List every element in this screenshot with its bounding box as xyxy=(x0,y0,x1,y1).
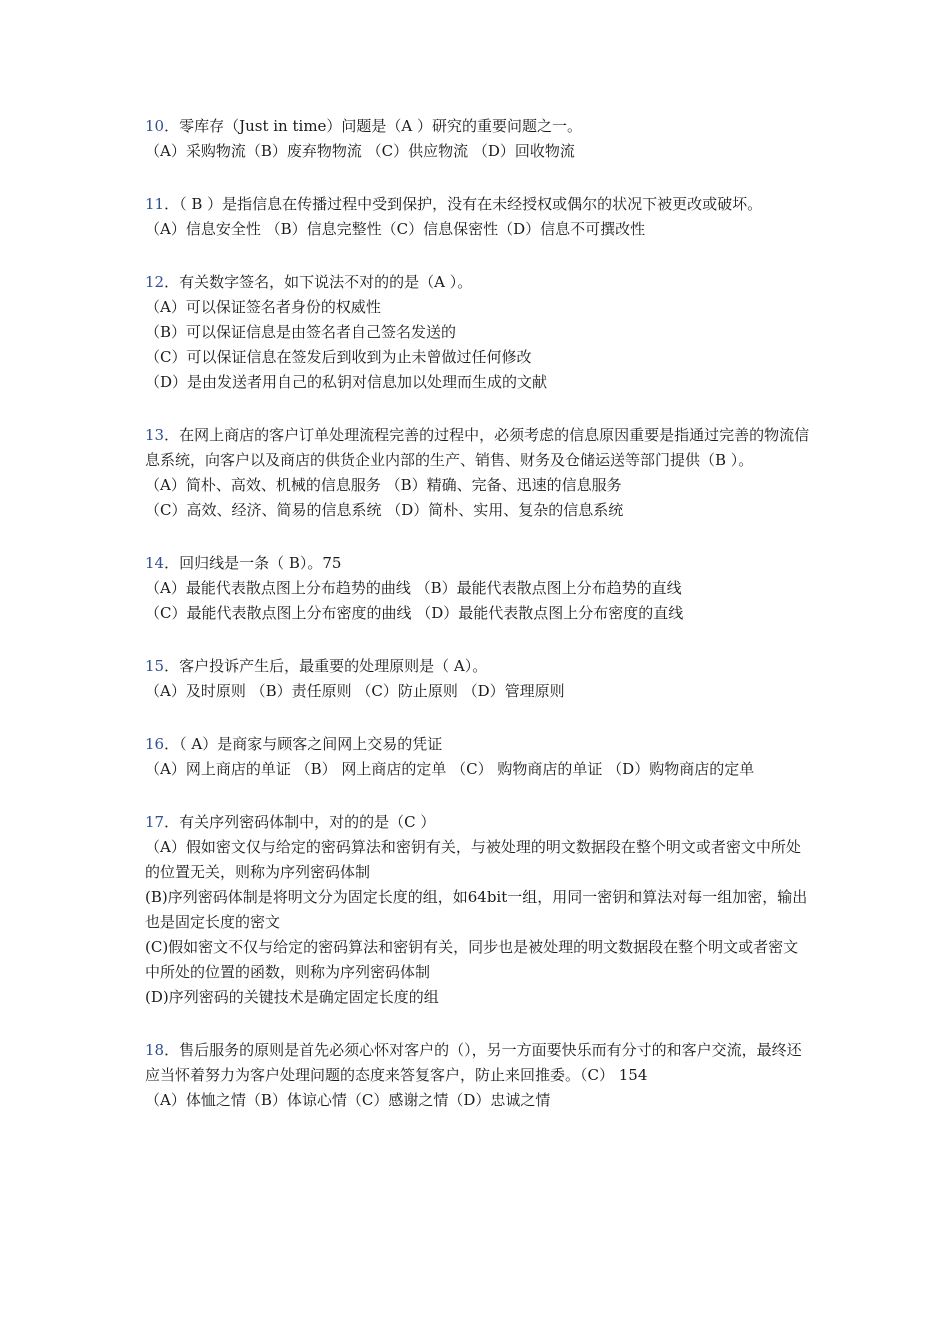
question-stem xyxy=(145,732,810,757)
question-number: 16 xyxy=(145,735,165,753)
question-stem xyxy=(145,654,810,679)
option-line: （A）网上商店的单证 （B） 网上商店的定单 （C） 购物商店的单证 （D）购物商店的定单 xyxy=(145,760,755,778)
question-stem xyxy=(145,551,810,576)
option-line: （C）最能代表散点图上分布密度的曲线 （D）最能代表散点图上分布密度的直线 xyxy=(145,604,684,622)
question-text: ．（ B ）是指信息在传播过程中受到保护，没有在未经授权或偶尔的状况下被更改或破坏。 xyxy=(164,195,763,213)
question-text: ．零库存（Just in time）问题是（A ）研究的重要问题之一。 xyxy=(164,117,583,135)
question-18 xyxy=(145,1038,810,1113)
question-11 xyxy=(145,192,810,242)
question-text: ．有关数字签名，如下说法不对的的是（A ）。 xyxy=(164,273,473,291)
question-10 xyxy=(145,114,810,164)
option-line: (B)序列密码体制是将明文分为固定长度的组，如64bit一组，用同一密钥和算法对每一组加密，输出也是固定长度的密文 xyxy=(145,888,808,931)
question-stem xyxy=(145,1038,810,1088)
option-line: （A）体恤之情（B）体谅心情（C）感谢之情（D）忠诚之情 xyxy=(145,1091,551,1109)
question-stem xyxy=(145,810,810,835)
option-line: （A）信息安全性 （B）信息完整性（C）信息保密性（D）信息不可撰改性 xyxy=(145,220,646,238)
question-number: 12 xyxy=(145,273,165,291)
option-line: （C）高效、经济、简易的信息系统 （D）简朴、实用、复杂的信息系统 xyxy=(145,501,624,519)
question-13 xyxy=(145,423,810,523)
question-stem xyxy=(145,270,810,295)
question-text: ．客户投诉产生后，最重要的处理原则是（ A）。 xyxy=(164,657,488,675)
option-line: （A）及时原则 （B）责任原则 （C）防止原则 （D）管理原则 xyxy=(145,682,565,700)
option-line: （A）简朴、高效、机械的信息服务 （B）精确、完备、迅速的信息服务 xyxy=(145,476,622,494)
question-text: ．有关序列密码体制中，对的的是（C ） xyxy=(164,813,436,831)
option-line: （D）是由发送者用自己的私钥对信息加以处理而生成的文献 xyxy=(145,373,548,391)
document-page xyxy=(145,114,810,1141)
question-text: ．在网上商店的客户订单处理流程完善的过程中，必须考虑的信息原因重要是指通过完善的物流信息系统，向客户以及商店的供货企业内部的生产、销售、财务及仓储运送等部门提供（B ）。 xyxy=(145,426,810,469)
question-15 xyxy=(145,654,810,704)
question-16 xyxy=(145,732,810,782)
question-stem xyxy=(145,114,810,139)
option-line: （A）假如密文仅与给定的密码算法和密钥有关，与被处理的明文数据段在整个明文或者密文中所处的位置无关，则称为序列密码体制 xyxy=(145,838,801,881)
option-line: （A）采购物流（B）废弃物物流 （C）供应物流 （D）回收物流 xyxy=(145,142,575,160)
question-number: 13 xyxy=(145,426,165,444)
option-line: （C）可以保证信息在签发后到收到为止未曾做过任何修改 xyxy=(145,348,532,366)
question-text: ．售后服务的原则是首先必须心怀对客户的（），另一方面要快乐而有分寸的和客户交流，最终还应当怀着努力为客户处理问题的态度来答复客户，防止来回推委。（C） 154 xyxy=(145,1041,802,1084)
question-text: ．回归线是一条（ B）。75 xyxy=(164,554,342,572)
option-line: （A）可以保证签名者身份的权威性 xyxy=(145,298,381,316)
question-number: 11 xyxy=(145,195,165,213)
question-stem xyxy=(145,423,810,473)
option-line: (C)假如密文不仅与给定的密码算法和密钥有关，同步也是被处理的明文数据段在整个明文或者密文中所处的位置的函数，则称为序列密码体制 xyxy=(145,938,799,981)
question-number: 10 xyxy=(145,117,165,135)
question-12 xyxy=(145,270,810,395)
question-number: 14 xyxy=(145,554,165,572)
question-number: 17 xyxy=(145,813,165,831)
question-14 xyxy=(145,551,810,626)
option-line: （A）最能代表散点图上分布趋势的曲线 （B）最能代表散点图上分布趋势的直线 xyxy=(145,579,682,597)
question-text: ．（ A）是商家与顾客之间网上交易的凭证 xyxy=(164,735,443,753)
question-stem xyxy=(145,192,810,217)
option-line: (D)序列密码的关键技术是确定固定长度的组 xyxy=(145,988,439,1006)
question-number: 15 xyxy=(145,657,165,675)
question-17 xyxy=(145,810,810,1010)
question-number: 18 xyxy=(145,1041,165,1059)
option-line: （B）可以保证信息是由签名者自己签名发送的 xyxy=(145,323,457,341)
